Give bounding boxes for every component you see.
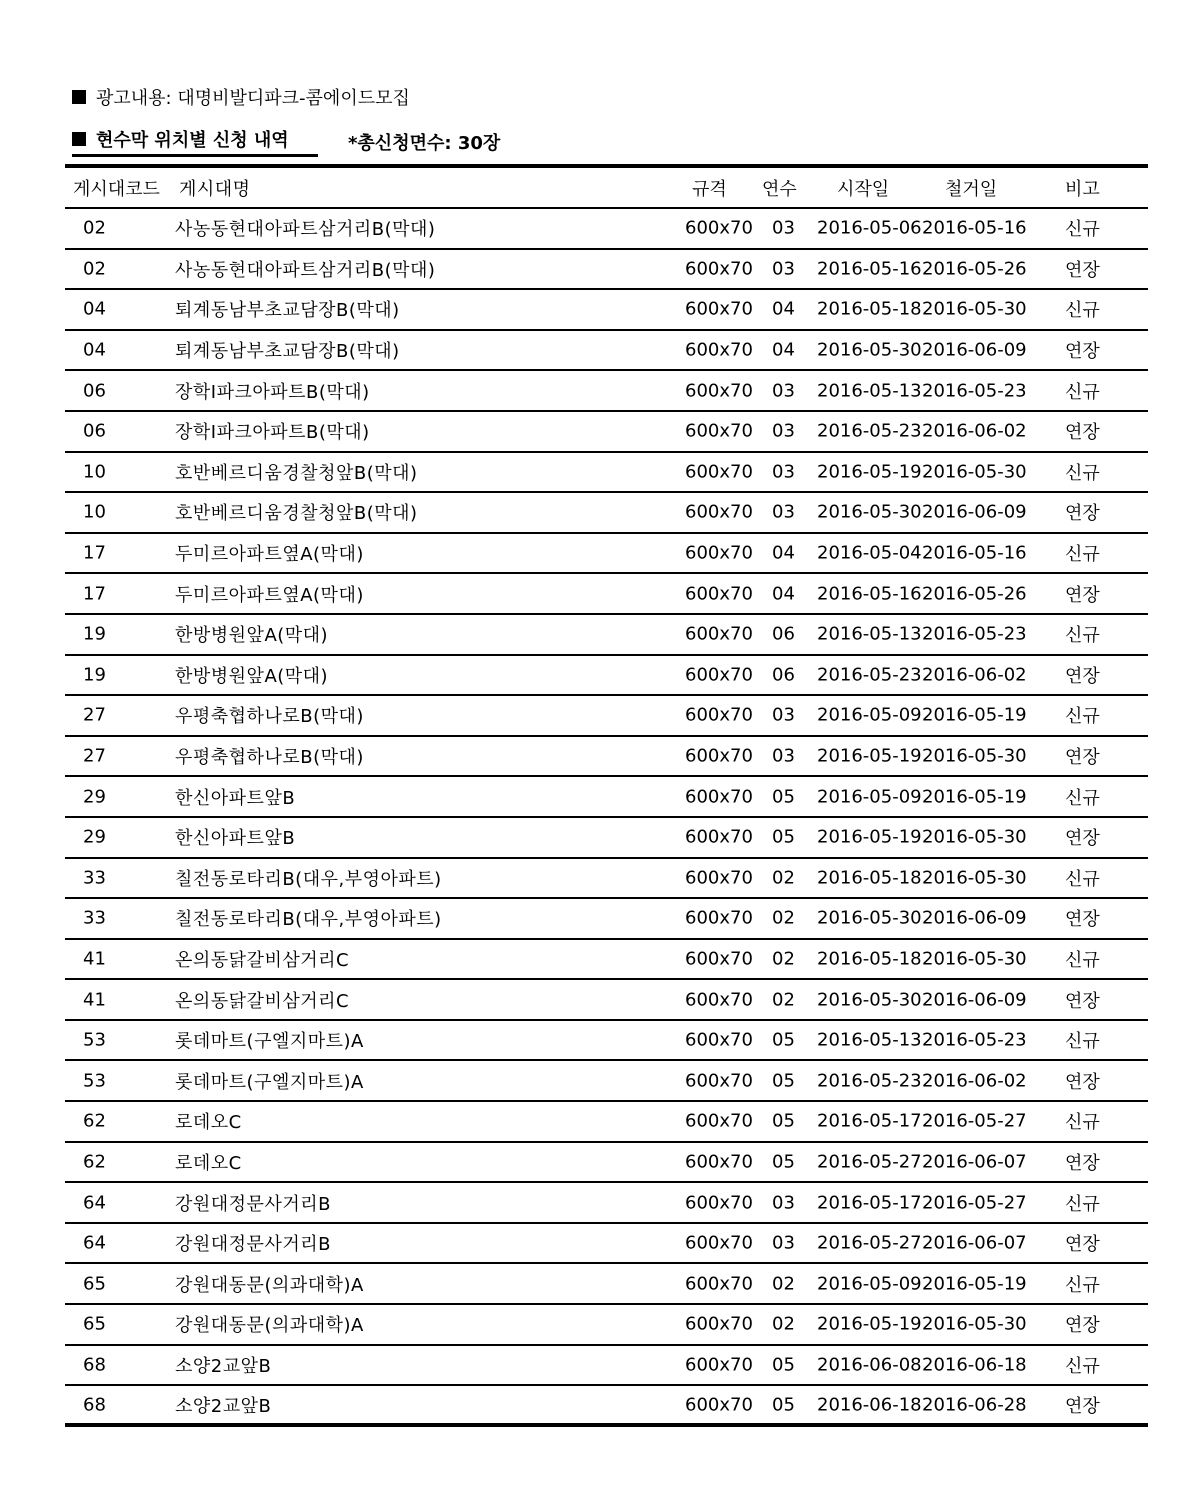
cell-code: 27	[83, 704, 106, 726]
cell-start-date: 2016-05-27	[817, 1151, 922, 1173]
cell-note: 연장	[1065, 828, 1100, 850]
cell-name: 한방병원앞A(막대)	[175, 625, 329, 647]
table-row	[65, 250, 1148, 291]
cell-size: 600x70	[685, 1273, 753, 1295]
cell-note: 연장	[1065, 259, 1100, 281]
cell-start-date: 2016-05-16	[817, 258, 922, 280]
cell-code: 10	[83, 501, 106, 523]
cell-years: 05	[772, 1354, 795, 1376]
cell-end-date: 2016-06-09	[922, 907, 1027, 929]
cell-size: 600x70	[685, 461, 753, 483]
cell-end-date: 2016-05-23	[922, 380, 1027, 402]
cell-code: 68	[83, 1394, 106, 1416]
cell-end-date: 2016-05-19	[922, 704, 1027, 726]
cell-size: 600x70	[685, 704, 753, 726]
cell-size: 600x70	[685, 907, 753, 929]
header-end-date: 철거일	[945, 178, 998, 200]
cell-code: 33	[83, 867, 106, 889]
cell-code: 41	[83, 989, 106, 1011]
cell-years: 03	[772, 461, 795, 483]
ad-content-line	[72, 84, 410, 110]
cell-note: 신규	[1065, 706, 1100, 728]
cell-name: 소양2교앞B	[175, 1355, 272, 1377]
cell-years: 03	[772, 1192, 795, 1214]
cell-code: 62	[83, 1110, 106, 1132]
cell-start-date: 2016-05-18	[817, 948, 922, 970]
table-row	[65, 696, 1148, 737]
cell-start-date: 2016-05-23	[817, 664, 922, 686]
cell-name: 퇴계동남부초교담장B(막대)	[175, 341, 400, 363]
cell-years: 04	[772, 339, 795, 361]
cell-code: 65	[83, 1313, 106, 1335]
cell-code: 62	[83, 1151, 106, 1173]
table-row	[65, 1102, 1148, 1143]
section-title	[72, 126, 318, 157]
cell-end-date: 2016-06-02	[922, 1070, 1027, 1092]
cell-size: 600x70	[685, 1070, 753, 1092]
cell-years: 03	[772, 420, 795, 442]
total-count: *총신청면수: 30장	[348, 132, 501, 154]
cell-name: 한방병원앞A(막대)	[175, 665, 329, 687]
cell-note: 연장	[1065, 747, 1100, 769]
cell-start-date: 2016-05-19	[817, 826, 922, 848]
table-row	[65, 656, 1148, 697]
table-row	[65, 777, 1148, 818]
cell-size: 600x70	[685, 786, 753, 808]
cell-start-date: 2016-06-08	[817, 1354, 922, 1376]
cell-end-date: 2016-06-09	[922, 339, 1027, 361]
cell-note: 신규	[1065, 1274, 1100, 1296]
header-years: 연수	[762, 178, 797, 200]
cell-years: 05	[772, 786, 795, 808]
table-row	[65, 574, 1148, 615]
cell-code: 19	[83, 664, 106, 686]
cell-note: 신규	[1065, 787, 1100, 809]
header-code: 게시대코드	[73, 178, 160, 200]
cell-start-date: 2016-05-09	[817, 704, 922, 726]
cell-end-date: 2016-05-30	[922, 298, 1027, 320]
cell-note: 연장	[1065, 341, 1100, 363]
cell-years: 02	[772, 1273, 795, 1295]
cell-code: 64	[83, 1232, 106, 1254]
cell-code: 29	[83, 786, 106, 808]
cell-end-date: 2016-05-30	[922, 867, 1027, 889]
table-row	[65, 1061, 1148, 1102]
section-title-text: 현수막 위치별 신청 내역	[96, 130, 289, 151]
cell-size: 600x70	[685, 583, 753, 605]
cell-years: 03	[772, 704, 795, 726]
cell-note: 연장	[1065, 584, 1100, 606]
table-row	[65, 1264, 1148, 1305]
table-row	[65, 290, 1148, 331]
bullet-square-icon	[72, 90, 86, 104]
cell-name: 장학I파크아파트B(막대)	[175, 381, 370, 403]
table-row	[65, 331, 1148, 372]
cell-note: 연장	[1065, 422, 1100, 444]
cell-note: 신규	[1065, 462, 1100, 484]
header-name: 게시대명	[179, 178, 251, 200]
cell-note: 신규	[1065, 381, 1100, 403]
cell-end-date: 2016-05-27	[922, 1110, 1027, 1132]
cell-size: 600x70	[685, 623, 753, 645]
cell-size: 600x70	[685, 339, 753, 361]
cell-end-date: 2016-05-30	[922, 1313, 1027, 1335]
cell-size: 600x70	[685, 1151, 753, 1173]
cell-start-date: 2016-05-06	[817, 217, 922, 239]
cell-size: 600x70	[685, 1029, 753, 1051]
cell-start-date: 2016-05-19	[817, 745, 922, 767]
cell-code: 17	[83, 583, 106, 605]
cell-start-date: 2016-05-19	[817, 1313, 922, 1335]
cell-years: 03	[772, 1232, 795, 1254]
cell-note: 신규	[1065, 1193, 1100, 1215]
cell-name: 한신아파트앞B	[175, 828, 296, 850]
cell-size: 600x70	[685, 1232, 753, 1254]
cell-end-date: 2016-06-18	[922, 1354, 1027, 1376]
cell-end-date: 2016-05-30	[922, 948, 1027, 970]
table-row	[65, 1143, 1148, 1184]
table-row	[65, 940, 1148, 981]
cell-note: 신규	[1065, 868, 1100, 890]
cell-size: 600x70	[685, 217, 753, 239]
cell-code: 41	[83, 948, 106, 970]
table-header	[65, 164, 1148, 209]
cell-code: 53	[83, 1070, 106, 1092]
cell-name: 한신아파트앞B	[175, 787, 296, 809]
cell-name: 칠전동로타리B(대우,부영아파트)	[175, 868, 442, 890]
cell-note: 연장	[1065, 503, 1100, 525]
cell-size: 600x70	[685, 542, 753, 564]
cell-end-date: 2016-06-09	[922, 989, 1027, 1011]
cell-years: 02	[772, 907, 795, 929]
cell-start-date: 2016-05-19	[817, 461, 922, 483]
table-row	[65, 493, 1148, 534]
cell-end-date: 2016-05-26	[922, 583, 1027, 605]
cell-name: 두미르아파트옆A(막대)	[175, 584, 364, 606]
cell-name: 온의동닭갈비삼거리C	[175, 949, 350, 971]
cell-years: 05	[772, 1070, 795, 1092]
table-row	[65, 1183, 1148, 1224]
cell-note: 신규	[1065, 1031, 1100, 1053]
cell-years: 03	[772, 258, 795, 280]
cell-years: 03	[772, 217, 795, 239]
table-row	[65, 1021, 1148, 1062]
cell-size: 600x70	[685, 1313, 753, 1335]
table-row	[65, 859, 1148, 900]
cell-name: 소양2교앞B	[175, 1395, 272, 1417]
cell-note: 신규	[1065, 544, 1100, 566]
cell-start-date: 2016-05-09	[817, 786, 922, 808]
cell-code: 02	[83, 258, 106, 280]
cell-code: 27	[83, 745, 106, 767]
cell-start-date: 2016-05-23	[817, 1070, 922, 1092]
banner-table	[65, 164, 1148, 1427]
cell-end-date: 2016-05-16	[922, 217, 1027, 239]
cell-code: 04	[83, 298, 106, 320]
cell-end-date: 2016-06-07	[922, 1151, 1027, 1173]
cell-start-date: 2016-05-04	[817, 542, 922, 564]
cell-size: 600x70	[685, 420, 753, 442]
cell-size: 600x70	[685, 989, 753, 1011]
cell-start-date: 2016-05-30	[817, 989, 922, 1011]
cell-size: 600x70	[685, 1192, 753, 1214]
cell-name: 롯데마트(구엘지마트)A	[175, 1031, 364, 1053]
table-row	[65, 453, 1148, 494]
section-header	[72, 126, 500, 157]
cell-code: 53	[83, 1029, 106, 1051]
cell-size: 600x70	[685, 298, 753, 320]
cell-name: 퇴계동남부초교담장B(막대)	[175, 300, 400, 322]
cell-start-date: 2016-05-13	[817, 623, 922, 645]
cell-size: 600x70	[685, 1394, 753, 1416]
cell-end-date: 2016-06-09	[922, 501, 1027, 523]
cell-name: 강원대동문(의과대학)A	[175, 1315, 364, 1337]
cell-end-date: 2016-06-02	[922, 664, 1027, 686]
cell-name: 롯데마트(구엘지마트)A	[175, 1071, 364, 1093]
cell-end-date: 2016-05-26	[922, 258, 1027, 280]
table-row	[65, 818, 1148, 859]
cell-name: 호반베르디움경찰청앞B(막대)	[175, 462, 418, 484]
header-size: 규격	[692, 178, 727, 200]
cell-start-date: 2016-05-30	[817, 501, 922, 523]
cell-note: 연장	[1065, 665, 1100, 687]
cell-end-date: 2016-06-02	[922, 420, 1027, 442]
cell-years: 04	[772, 583, 795, 605]
table-row	[65, 980, 1148, 1021]
cell-start-date: 2016-06-18	[817, 1394, 922, 1416]
cell-start-date: 2016-05-30	[817, 339, 922, 361]
cell-start-date: 2016-05-27	[817, 1232, 922, 1254]
cell-name: 우평축협하나로B(막대)	[175, 747, 364, 769]
cell-note: 연장	[1065, 909, 1100, 931]
cell-years: 02	[772, 948, 795, 970]
cell-years: 05	[772, 1029, 795, 1051]
cell-years: 02	[772, 1313, 795, 1335]
cell-code: 65	[83, 1273, 106, 1295]
cell-note: 신규	[1065, 1112, 1100, 1134]
table-row	[65, 534, 1148, 575]
cell-years: 05	[772, 1394, 795, 1416]
cell-code: 68	[83, 1354, 106, 1376]
cell-size: 600x70	[685, 745, 753, 767]
cell-note: 신규	[1065, 625, 1100, 647]
table-row	[65, 371, 1148, 412]
cell-name: 사농동현대아파트삼거리B(막대)	[175, 219, 436, 241]
cell-size: 600x70	[685, 1110, 753, 1132]
cell-years: 03	[772, 501, 795, 523]
cell-end-date: 2016-05-16	[922, 542, 1027, 564]
cell-years: 03	[772, 380, 795, 402]
cell-start-date: 2016-05-09	[817, 1273, 922, 1295]
cell-note: 연장	[1065, 1234, 1100, 1256]
cell-note: 연장	[1065, 1395, 1100, 1417]
table-row	[65, 209, 1148, 250]
cell-note: 연장	[1065, 1315, 1100, 1337]
table-row	[65, 1386, 1148, 1427]
cell-code: 06	[83, 420, 106, 442]
cell-name: 장학I파크아파트B(막대)	[175, 422, 370, 444]
cell-name: 강원대정문사거리B	[175, 1234, 331, 1256]
cell-name: 사농동현대아파트삼거리B(막대)	[175, 259, 436, 281]
cell-start-date: 2016-05-18	[817, 298, 922, 320]
cell-name: 강원대동문(의과대학)A	[175, 1274, 364, 1296]
table-row	[65, 1305, 1148, 1346]
bullet-square-icon	[72, 132, 86, 146]
table-row	[65, 1224, 1148, 1265]
cell-size: 600x70	[685, 258, 753, 280]
cell-name: 로데오C	[175, 1152, 242, 1174]
table-row	[65, 737, 1148, 778]
cell-code: 19	[83, 623, 106, 645]
cell-years: 04	[772, 298, 795, 320]
cell-years: 05	[772, 1151, 795, 1173]
cell-note: 연장	[1065, 990, 1100, 1012]
cell-code: 17	[83, 542, 106, 564]
header-start-date: 시작일	[837, 178, 890, 200]
cell-name: 호반베르디움경찰청앞B(막대)	[175, 503, 418, 525]
cell-start-date: 2016-05-13	[817, 1029, 922, 1051]
cell-note: 신규	[1065, 949, 1100, 971]
cell-years: 02	[772, 989, 795, 1011]
cell-size: 600x70	[685, 501, 753, 523]
cell-note: 연장	[1065, 1152, 1100, 1174]
cell-size: 600x70	[685, 867, 753, 889]
cell-years: 06	[772, 664, 795, 686]
cell-end-date: 2016-05-19	[922, 786, 1027, 808]
cell-size: 600x70	[685, 664, 753, 686]
cell-end-date: 2016-05-30	[922, 826, 1027, 848]
cell-end-date: 2016-05-30	[922, 461, 1027, 483]
table-row	[65, 412, 1148, 453]
cell-name: 칠전동로타리B(대우,부영아파트)	[175, 909, 442, 931]
table-row	[65, 615, 1148, 656]
cell-start-date: 2016-05-17	[817, 1110, 922, 1132]
cell-code: 02	[83, 217, 106, 239]
cell-name: 로데오C	[175, 1112, 242, 1134]
cell-end-date: 2016-06-07	[922, 1232, 1027, 1254]
cell-years: 05	[772, 826, 795, 848]
cell-end-date: 2016-05-19	[922, 1273, 1027, 1295]
cell-end-date: 2016-05-27	[922, 1192, 1027, 1214]
cell-code: 33	[83, 907, 106, 929]
cell-start-date: 2016-05-17	[817, 1192, 922, 1214]
cell-note: 신규	[1065, 219, 1100, 241]
cell-end-date: 2016-05-30	[922, 745, 1027, 767]
cell-note: 신규	[1065, 1355, 1100, 1377]
cell-size: 600x70	[685, 826, 753, 848]
cell-code: 29	[83, 826, 106, 848]
ad-content-text: 광고내용: 대명비발디파크-콤에이드모집	[96, 88, 410, 109]
cell-start-date: 2016-05-23	[817, 420, 922, 442]
cell-years: 04	[772, 542, 795, 564]
cell-start-date: 2016-05-18	[817, 867, 922, 889]
table-body	[65, 209, 1148, 1427]
cell-years: 03	[772, 745, 795, 767]
cell-start-date: 2016-05-30	[817, 907, 922, 929]
cell-code: 64	[83, 1192, 106, 1214]
header-note: 비고	[1065, 178, 1100, 200]
cell-note: 연장	[1065, 1071, 1100, 1093]
cell-code: 06	[83, 380, 106, 402]
cell-name: 우평축협하나로B(막대)	[175, 706, 364, 728]
cell-name: 온의동닭갈비삼거리C	[175, 990, 350, 1012]
cell-code: 10	[83, 461, 106, 483]
cell-end-date: 2016-05-23	[922, 623, 1027, 645]
cell-size: 600x70	[685, 948, 753, 970]
cell-note: 신규	[1065, 300, 1100, 322]
cell-years: 02	[772, 867, 795, 889]
table-row	[65, 1346, 1148, 1387]
cell-name: 두미르아파트옆A(막대)	[175, 544, 364, 566]
cell-name: 강원대정문사거리B	[175, 1193, 331, 1215]
cell-years: 06	[772, 623, 795, 645]
cell-years: 05	[772, 1110, 795, 1132]
cell-code: 04	[83, 339, 106, 361]
cell-end-date: 2016-05-23	[922, 1029, 1027, 1051]
cell-start-date: 2016-05-16	[817, 583, 922, 605]
cell-size: 600x70	[685, 1354, 753, 1376]
cell-start-date: 2016-05-13	[817, 380, 922, 402]
cell-end-date: 2016-06-28	[922, 1394, 1027, 1416]
cell-size: 600x70	[685, 380, 753, 402]
table-row	[65, 899, 1148, 940]
